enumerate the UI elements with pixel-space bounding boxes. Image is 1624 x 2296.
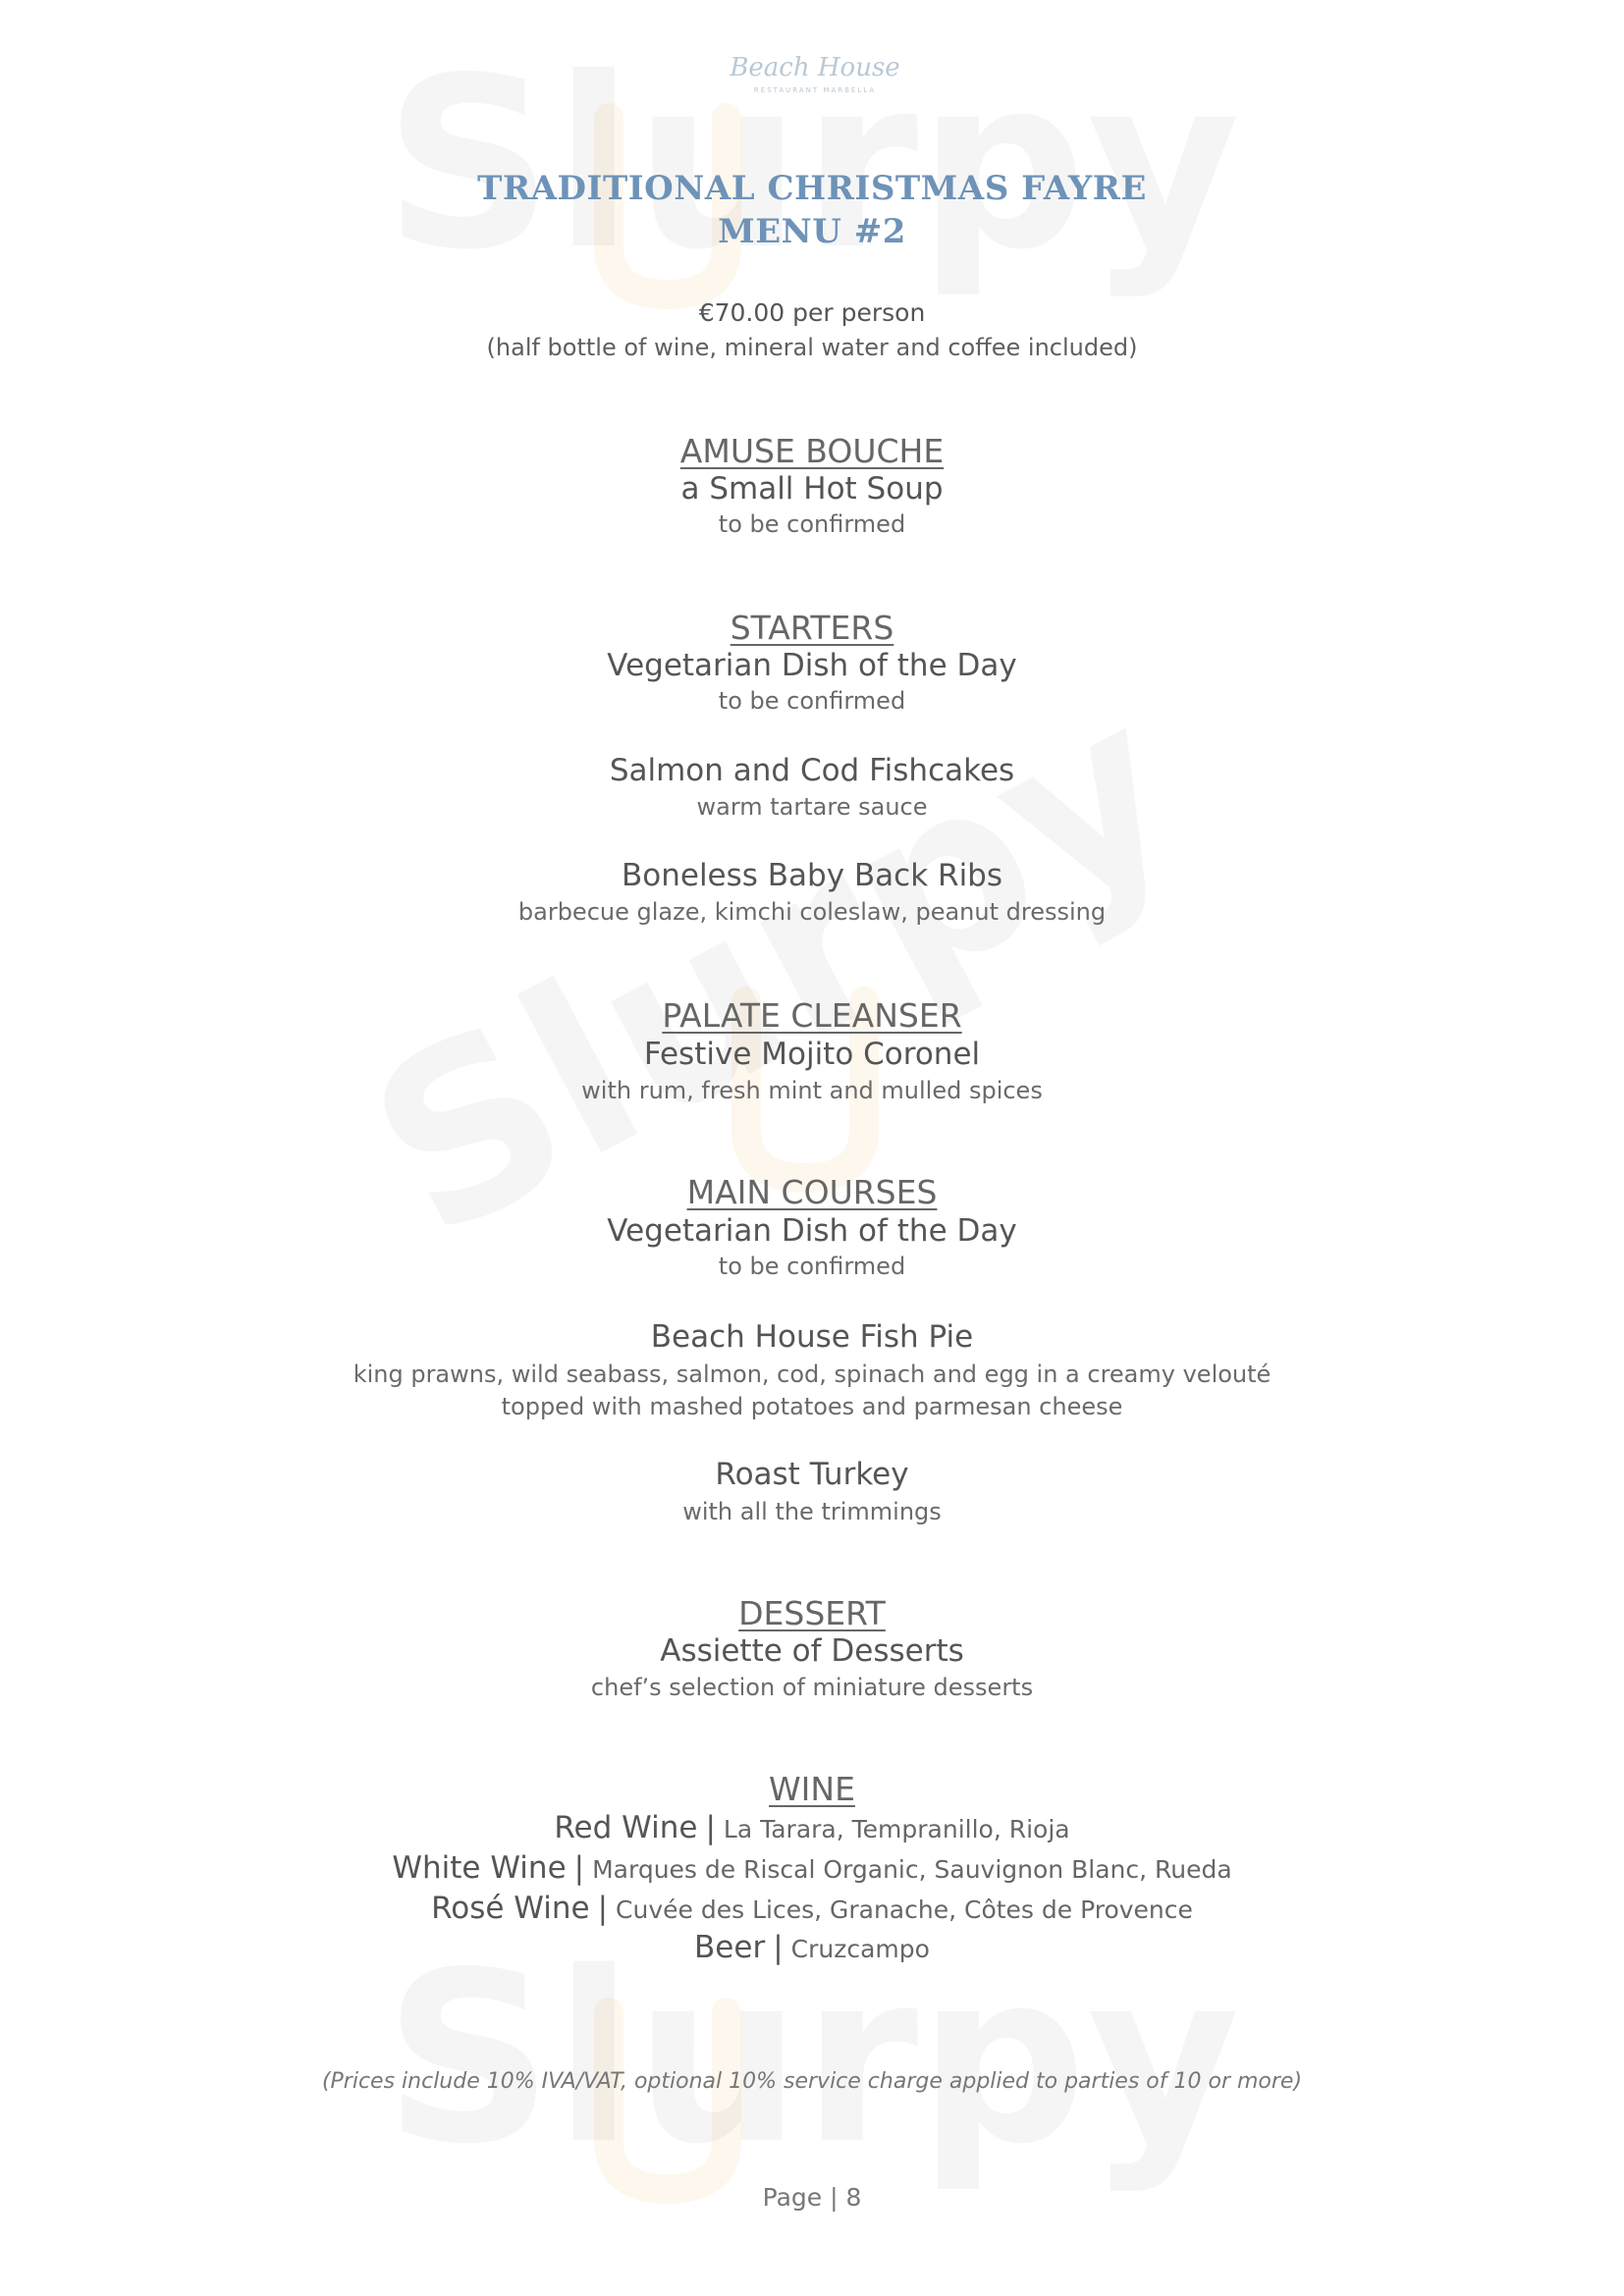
- wine-desc: Marques de Riscal Organic, Sauvignon Blanc, Rueda: [592, 1855, 1232, 1884]
- dish-name: a Small Hot Soup: [680, 471, 944, 507]
- section-heading-wine: WINE: [769, 1770, 855, 1808]
- wine-name: Red Wine: [554, 1810, 698, 1845]
- dish-desc: to be confirmed: [718, 1253, 906, 1280]
- dish-desc: chef’s selection of miniature desserts: [590, 1674, 1034, 1701]
- dish-desc: to be confirmed: [718, 687, 906, 715]
- logo-subtext: RESTAURANT MARBELLA: [753, 86, 877, 94]
- section-heading-palate-cleanser: PALATE CLEANSER: [662, 996, 962, 1035]
- dish-desc: king prawns, wild seabass, salmon, cod, spinach and egg in a creamy velouté: [352, 1361, 1272, 1388]
- dish-name: Festive Mojito Coronel: [643, 1037, 981, 1072]
- section-heading-starters: STARTERS: [730, 609, 894, 647]
- menu-title-line1: TRADITIONAL CHRISTMAS FAYRE: [477, 169, 1147, 208]
- wine-separator: |: [573, 1850, 585, 1886]
- section-heading-amuse-bouche: AMUSE BOUCHE: [679, 432, 945, 470]
- wine-name: Rosé Wine: [431, 1891, 590, 1926]
- wine-separator: |: [705, 1810, 716, 1845]
- dish-desc-line2: topped with mashed potatoes and parmesan cheese: [501, 1393, 1123, 1420]
- logo-text: Beach House: [730, 53, 900, 82]
- wine-name: Beer: [694, 1930, 766, 1965]
- menu-title-line2: MENU #2: [718, 212, 906, 251]
- dish-name: Boneless Baby Back Ribs: [621, 858, 1003, 893]
- price-line: [0, 298, 1624, 327]
- beach-house-logo: [727, 47, 903, 106]
- dish-desc: barbecue glaze, kimchi coleslaw, peanut dressing: [517, 898, 1107, 926]
- wine-desc: La Tarara, Tempranillo, Rioja: [723, 1815, 1070, 1843]
- price-amount: €70.00: [698, 298, 785, 327]
- dish-desc: to be confirmed: [718, 510, 906, 538]
- wine-name: White Wine: [392, 1850, 567, 1886]
- dish-name: Roast Turkey: [715, 1457, 909, 1492]
- wine-separator: |: [597, 1891, 609, 1926]
- wine-row: [0, 1891, 1624, 1926]
- page-number: Page | 8: [762, 2183, 862, 2212]
- dish-name: Beach House Fish Pie: [650, 1319, 974, 1355]
- dish-name: Vegetarian Dish of the Day: [607, 1213, 1017, 1249]
- dish-name: Assiette of Desserts: [660, 1633, 964, 1669]
- section-heading-main-courses: MAIN COURSES: [686, 1173, 938, 1211]
- price-note: (half bottle of wine, mineral water and coffee included): [486, 334, 1138, 361]
- section-heading-dessert: DESSERT: [738, 1594, 886, 1632]
- wine-desc: Cruzcampo: [790, 1935, 930, 1963]
- dish-name: Vegetarian Dish of the Day: [607, 648, 1017, 683]
- wine-desc: Cuvée des Lices, Granache, Côtes de Provence: [616, 1896, 1193, 1924]
- dish-desc: warm tartare sauce: [696, 793, 928, 821]
- price-disclaimer: (Prices include 10% IVA/VAT, optional 10% service charge applied to parties of 10 or more): [321, 2069, 1303, 2094]
- wine-row: [0, 1810, 1624, 1845]
- wine-row: [0, 1850, 1624, 1886]
- price-unit: per person: [785, 298, 926, 327]
- wine-separator: |: [773, 1930, 784, 1965]
- wine-row: [0, 1930, 1624, 1965]
- dish-desc: with all the trimmings: [682, 1498, 942, 1525]
- dish-name: Salmon and Cod Fishcakes: [609, 753, 1015, 788]
- dish-desc: with rum, fresh mint and mulled spices: [581, 1077, 1043, 1104]
